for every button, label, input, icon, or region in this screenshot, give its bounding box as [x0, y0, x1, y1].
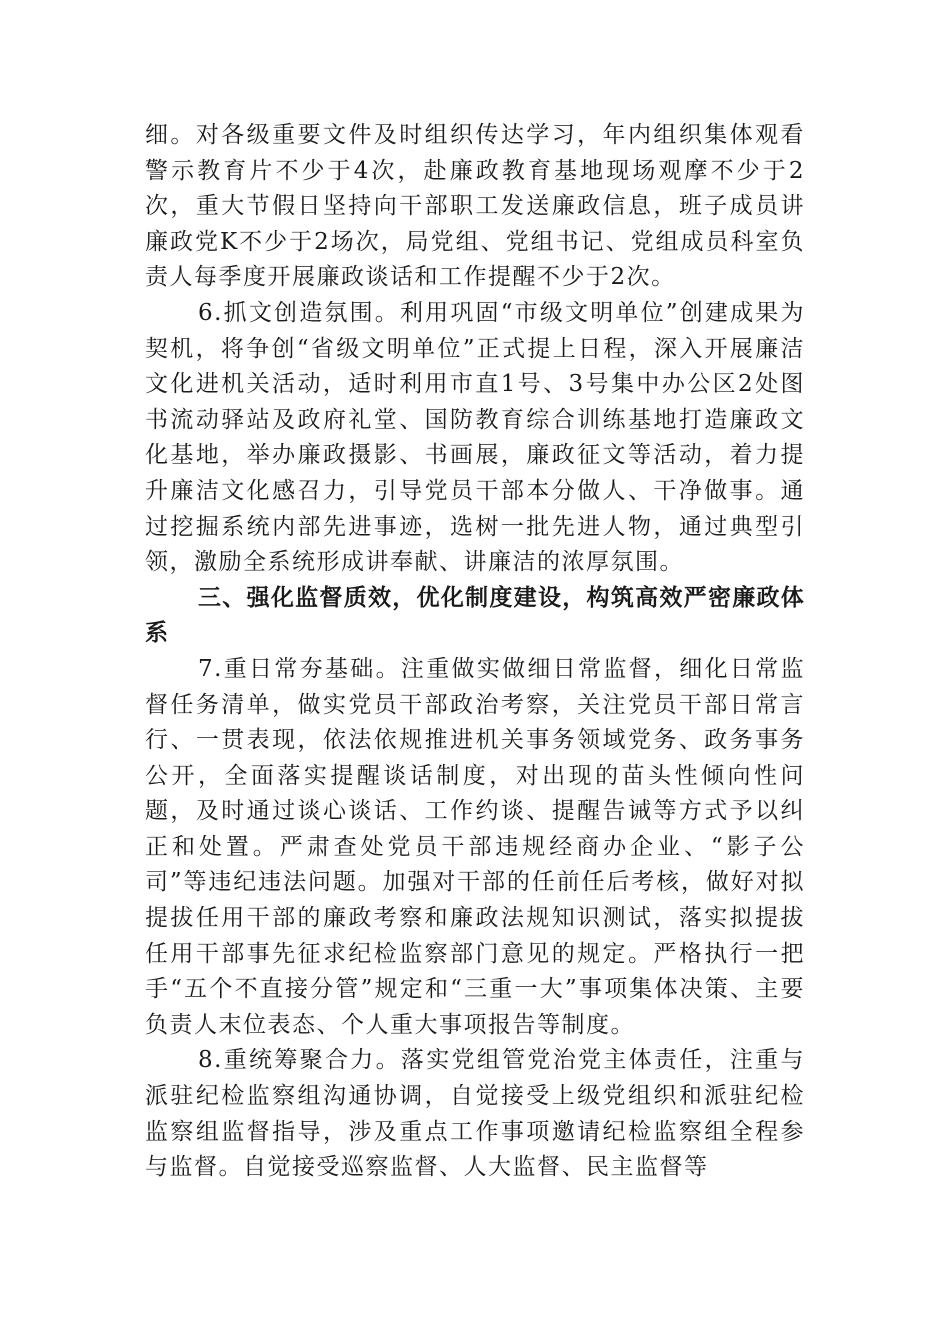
paragraph-item-6: 6.抓文创造氛围。利用巩固“市级文明单位”创建成果为契机，将争创“省级文明单位”正式提上日程，深入开展廉洁文化进机关活动，适时利用市直1号、3号集中办公区2处图书流动驿站及政府礼堂、国防教育综合训练基地打造廉政文化基地，举办廉政摄影、书画展，廉政征文等活动，着力提升廉洁文化感召力，引导党员干部本分做人、干净做事。通过挖掘系统内部先进事迹，选树一批先进人物，通过典型引领，激励全系统形成讲奉献、讲廉洁的浓厚氛围。 — [145, 299, 805, 576]
section-heading-3: 三、强化监督质效，优化制度建设，构筑高效严密廉政体系 — [145, 584, 805, 647]
paragraph-item-8: 8.重统筹聚合力。落实党组管党治党主体责任，注重与派驻纪检监察组沟通协调，自觉接受上级党组织和派驻纪检监察组监督指导，涉及重点工作事项邀请纪检监察组全程参与监督。自觉接受巡察监督、人大监督、民主监督等 — [145, 1047, 805, 1181]
paragraph-item-7: 7.重日常夯基础。注重做实做细日常监督，细化日常监督任务清单，做实党员干部政治考察，关注党员干部日常言行、一贯表现，依法依规推进机关事务领域党务、政务事务公开，全面落实提醒谈话制度，对出现的苗头性倾向性问题，及时通过谈心谈话、工作约谈、提醒告诫等方式予以纠正和处置。严肃查处党员干部违规经商办企业、“影子公司”等违纪违法问题。加强对干部的任前任后考核，做好对拟提拔任用干部的廉政考察和廉政法规知识测试，落实拟提拔任用干部事先征求纪检监察部门意见的规定。严格执行一把手“五个不直接分管”规定和“三重一大”事项集体决策、主要负责人末位表态、个人重大事项报告等制度。 — [145, 655, 805, 1038]
document-body — [145, 118, 805, 1186]
paragraph-continuation: 细。对各级重要文件及时组织传达学习，年内组织集体观看警示教育片不少于4次，赴廉政教育基地现场观摩不少于2次，重大节假日坚持向干部职工发送廉政信息，班子成员讲廉政党K不少于2场次，局党组、党组书记、党组成员科室负责人每季度开展廉政谈话和工作提醒不少于2次。 — [145, 122, 805, 291]
